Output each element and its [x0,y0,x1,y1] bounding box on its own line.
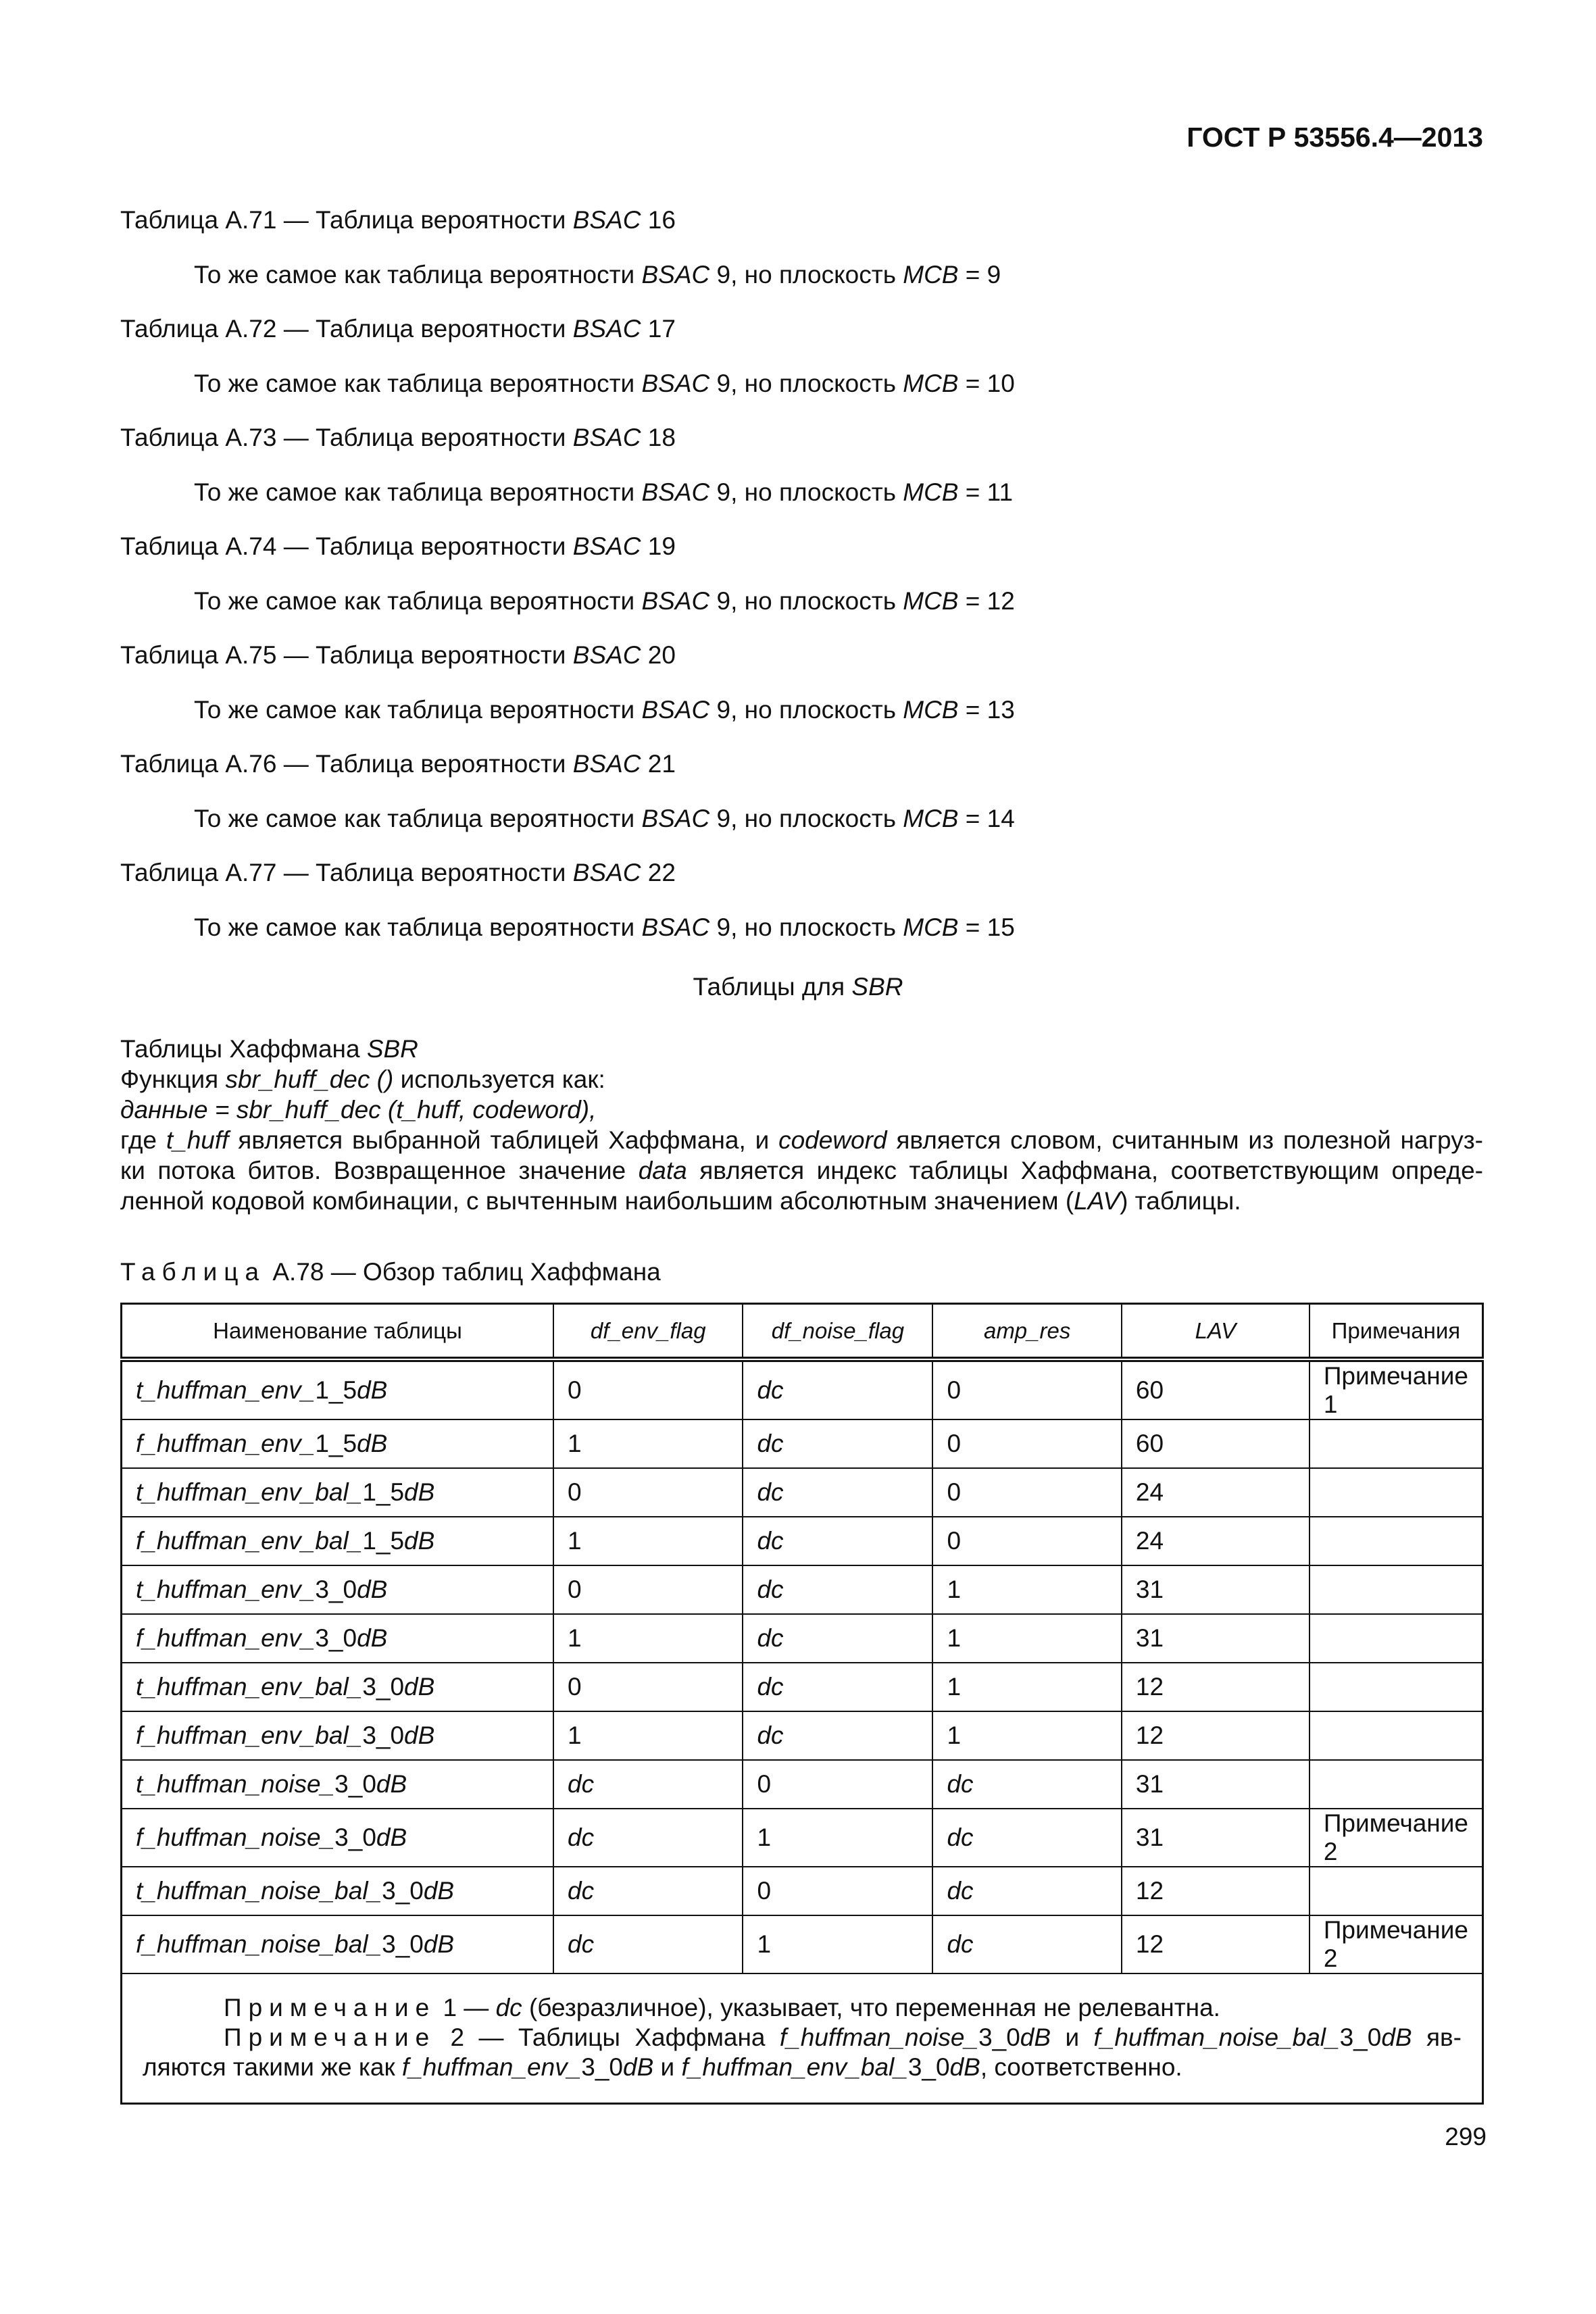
header-df-noise-flag: df_noise_flag [743,1304,932,1360]
cell-df-env-flag: 0 [553,1663,743,1711]
probability-table-caption: Таблица А.75 — Таблица вероятности BSAC 20 [120,641,676,669]
section-title: Таблицы для SBR [693,973,903,1001]
cell-df-env-flag: 0 [553,1359,743,1419]
probability-table-caption: Таблица А.77 — Таблица вероятности BSAC 22 [120,859,676,886]
cell-lav: 24 [1122,1468,1310,1517]
cell-notes [1310,1867,1483,1915]
cell-amp-res: dc [932,1915,1121,1973]
cell-df-env-flag: 1 [553,1517,743,1565]
cell-table-name: f_huffman_env_bal_3_0dB [122,1711,554,1760]
cell-df-env-flag: dc [553,1809,743,1867]
table-body [122,1359,1483,1973]
probability-table-caption: Таблица А.71 — Таблица вероятности BSAC 16 [120,206,676,234]
note-1: Примечание 1 — dc (безразличное), указывает, что переменная не релевантна. [224,1994,1220,2021]
probability-table-text: То же самое как таблица вероятности BSAC 9, но плоскость MCB = 14 [194,805,1015,832]
table-row [122,1517,1483,1565]
cell-amp-res: dc [932,1760,1121,1809]
cell-df-noise-flag: dc [743,1663,932,1711]
cell-amp-res: 0 [932,1359,1121,1419]
probability-table-text: То же самое как таблица вероятности BSAC 9, но плоскость MCB = 9 [194,261,1001,288]
table-row [122,1711,1483,1760]
cell-amp-res: dc [932,1809,1121,1867]
notes-cell [122,1973,1483,2104]
probability-table-caption: Таблица А.73 — Таблица вероятности BSAC 18 [120,424,676,451]
cell-df-env-flag: dc [553,1915,743,1973]
cell-notes: Примечание 2 [1310,1809,1483,1867]
probability-table-text: То же самое как таблица вероятности BSAC 9, но плоскость MCB = 15 [194,913,1015,941]
cell-table-name: f_huffman_env_3_0dB [122,1614,554,1663]
cell-df-noise-flag: dc [743,1565,932,1614]
cell-table-name: f_huffman_env_1_5dB [122,1419,554,1468]
cell-amp-res: 1 [932,1565,1121,1614]
cell-amp-res: 0 [932,1468,1121,1517]
table-row [122,1359,1483,1419]
header-amp-res: amp_res [932,1304,1121,1360]
document-header: ГОСТ Р 53556.4—2013 [1187,122,1483,153]
cell-table-name: t_huffman_env_bal_3_0dB [122,1663,554,1711]
cell-lav: 12 [1122,1711,1310,1760]
cell-df-env-flag: 1 [553,1614,743,1663]
table-row [122,1760,1483,1809]
cell-notes [1310,1517,1483,1565]
cell-amp-res: dc [932,1867,1121,1915]
cell-df-noise-flag: dc [743,1711,932,1760]
cell-df-env-flag: dc [553,1867,743,1915]
cell-notes [1310,1565,1483,1614]
cell-df-env-flag: dc [553,1760,743,1809]
cell-notes: Примечание 1 [1310,1359,1483,1419]
cell-df-noise-flag: 0 [743,1760,932,1809]
sbr-line-2: Функция sbr_huff_dec () используется как: [120,1065,605,1093]
table-header-row [122,1304,1483,1360]
cell-lav: 31 [1122,1809,1310,1867]
table-row [122,1468,1483,1517]
table-row [122,1565,1483,1614]
cell-notes [1310,1711,1483,1760]
cell-notes: Примечание 2 [1310,1915,1483,1973]
cell-df-noise-flag: dc [743,1359,932,1419]
probability-table-text: То же самое как таблица вероятности BSAC 9, но плоскость MCB = 12 [194,587,1015,615]
cell-table-name: f_huffman_env_bal_1_5dB [122,1517,554,1565]
table-row [122,1809,1483,1867]
cell-amp-res: 0 [932,1419,1121,1468]
sbr-para-line-1: где t_huff является выбранной таблицей Хаффмана, и codeword является словом, считанным из полезной нагруз- [120,1126,1483,1154]
cell-lav: 60 [1122,1359,1310,1419]
header-df-env-flag: df_env_flag [553,1304,743,1360]
cell-df-env-flag: 0 [553,1468,743,1517]
cell-df-noise-flag: 1 [743,1809,932,1867]
cell-amp-res: 1 [932,1614,1121,1663]
probability-table-text: То же самое как таблица вероятности BSAC 9, но плоскость MCB = 11 [194,478,1014,506]
cell-table-name: f_huffman_noise_3_0dB [122,1809,554,1867]
cell-lav: 60 [1122,1419,1310,1468]
huffman-table [120,1303,1484,2105]
cell-df-noise-flag: 0 [743,1867,932,1915]
cell-df-noise-flag: 1 [743,1915,932,1973]
cell-lav: 31 [1122,1614,1310,1663]
cell-df-env-flag: 0 [553,1565,743,1614]
cell-notes [1310,1419,1483,1468]
table-caption: Таблица А.78 — Обзор таблиц Хаффмана [120,1258,661,1286]
table-row [122,1867,1483,1915]
sbr-line-3: данные = sbr_huff_dec (t_huff, codeword), [120,1096,597,1124]
cell-table-name: t_huffman_env_bal_1_5dB [122,1468,554,1517]
cell-table-name: t_huffman_env_3_0dB [122,1565,554,1614]
cell-lav: 12 [1122,1867,1310,1915]
cell-notes [1310,1760,1483,1809]
cell-df-noise-flag: dc [743,1614,932,1663]
cell-df-env-flag: 1 [553,1711,743,1760]
sbr-para-line-2: ки потока битов. Возвращенное значение data является индекс таблицы Хаффмана, соответствующим опреде- [120,1157,1483,1184]
header-name: Наименование таблицы [122,1304,554,1360]
probability-table-caption: Таблица А.76 — Таблица вероятности BSAC 21 [120,750,676,778]
cell-lav: 12 [1122,1915,1310,1973]
probability-table-text: То же самое как таблица вероятности BSAC 9, но плоскость MCB = 10 [194,370,1015,397]
cell-notes [1310,1468,1483,1517]
probability-table-text: То же самое как таблица вероятности BSAC 9, но плоскость MCB = 13 [194,696,1015,724]
sbr-line-1: Таблицы Хаффмана SBR [120,1035,418,1063]
cell-lav: 31 [1122,1760,1310,1809]
cell-amp-res: 1 [932,1711,1121,1760]
cell-lav: 24 [1122,1517,1310,1565]
notes-row [122,1973,1483,2104]
cell-table-name: t_huffman_noise_bal_3_0dB [122,1867,554,1915]
cell-lav: 12 [1122,1663,1310,1711]
note-2: Примечание 2 — Таблицы Хаффмана f_huffman_noise_3_0dB и f_huffman_noise_bal_3_0dB яв-ляются такими же как f_huffman_env_3_0dB и f_huffman_env_bal_3_0dB, соответственно. [143,2023,1462,2081]
probability-table-caption: Таблица А.72 — Таблица вероятности BSAC 17 [120,315,676,343]
cell-table-name: t_huffman_noise_3_0dB [122,1760,554,1809]
cell-table-name: t_huffman_env_1_5dB [122,1359,554,1419]
cell-table-name: f_huffman_noise_bal_3_0dB [122,1915,554,1973]
cell-df-env-flag: 1 [553,1419,743,1468]
cell-lav: 31 [1122,1565,1310,1614]
header-lav: LAV [1122,1304,1310,1360]
probability-table-caption: Таблица А.74 — Таблица вероятности BSAC 19 [120,532,676,560]
table-row [122,1614,1483,1663]
sbr-para-line-3: ленной кодовой комбинации, с вычтенным наибольшим абсолютным значением (LAV) таблицы. [120,1187,1241,1215]
table-row [122,1663,1483,1711]
cell-notes [1310,1663,1483,1711]
cell-notes [1310,1614,1483,1663]
cell-amp-res: 1 [932,1663,1121,1711]
cell-df-noise-flag: dc [743,1419,932,1468]
table-row [122,1419,1483,1468]
sbr-description [120,1034,1483,1216]
cell-df-noise-flag: dc [743,1468,932,1517]
header-notes: Примечания [1310,1304,1483,1360]
page-number: 299 [1445,2123,1487,2150]
cell-amp-res: 0 [932,1517,1121,1565]
cell-df-noise-flag: dc [743,1517,932,1565]
table-row [122,1915,1483,1973]
